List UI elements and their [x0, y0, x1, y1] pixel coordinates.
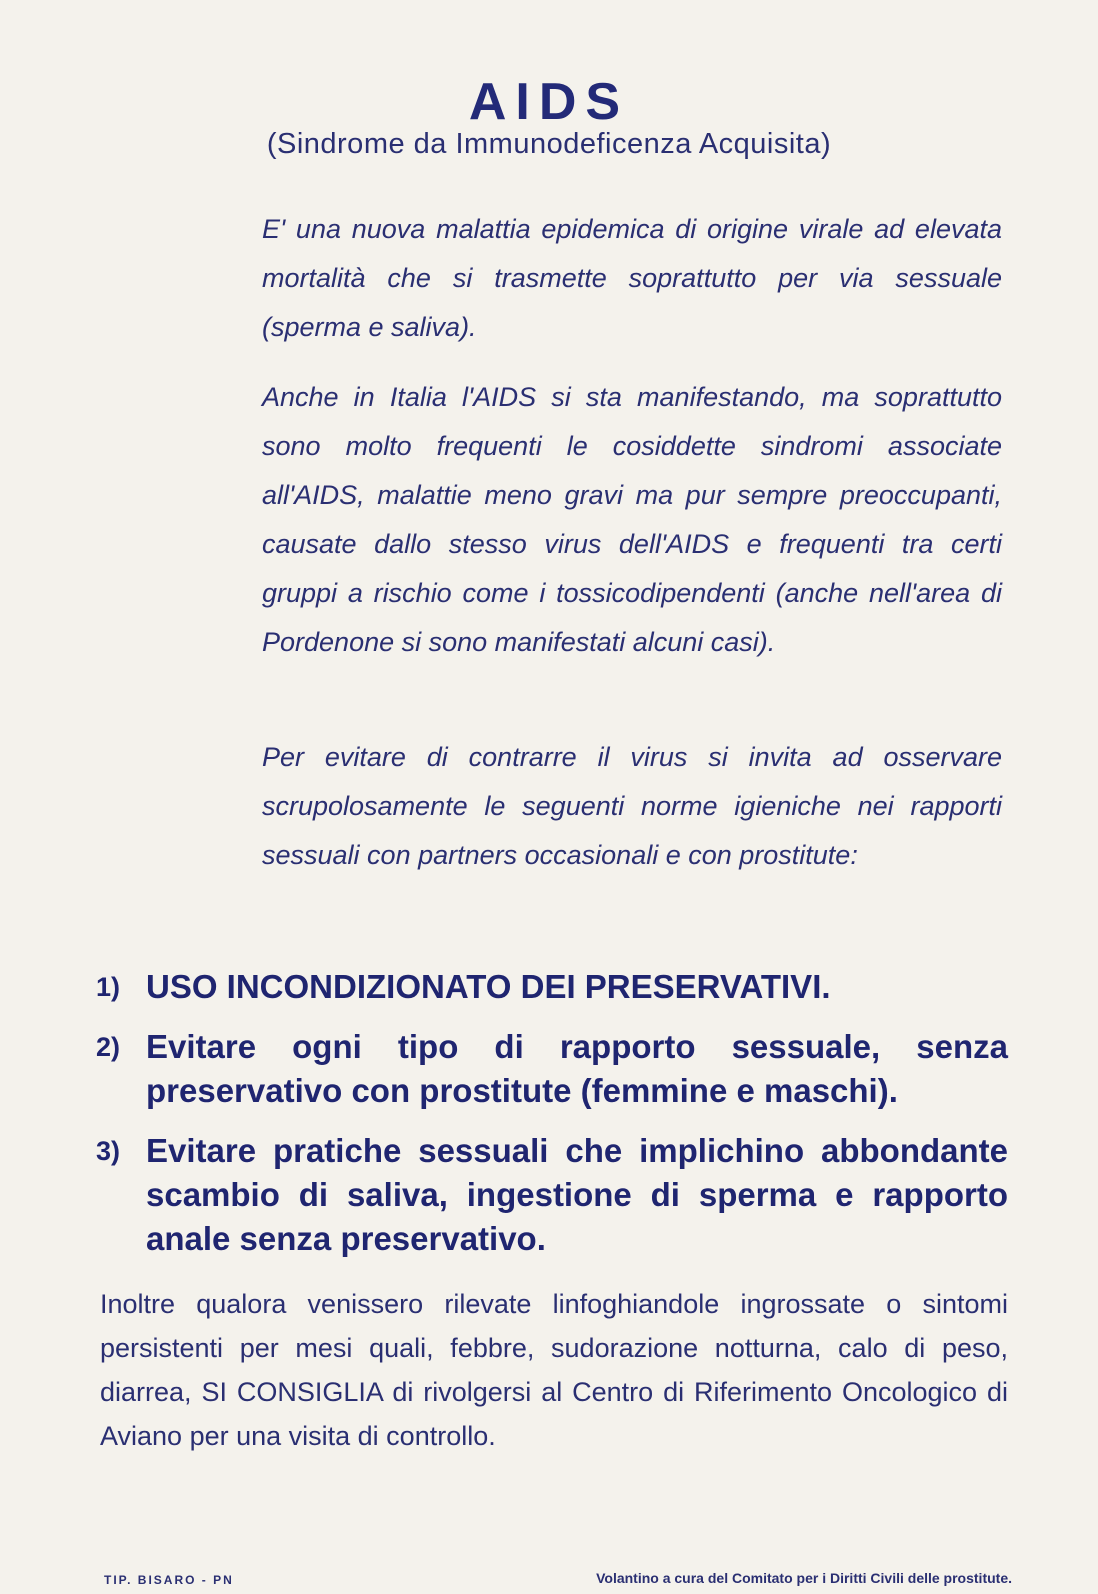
rule-text: Evitare ogni tipo di rapporto sessuale, senza preservativo con prostitute (femmine e maschi).: [146, 1028, 1008, 1109]
document-subtitle: (Sindrome da Immunodeficenza Acquisita): [266, 128, 832, 160]
publisher-credit: Volantino a cura del Comitato per i Diritti Civili delle prostitute.: [596, 1570, 1012, 1586]
hygiene-rules-list: [96, 965, 1008, 1277]
rule-item-3: [96, 1129, 1008, 1261]
rule-number: 3): [96, 1136, 121, 1166]
advice-note: Inoltre qualora venissero rilevate linfoghiandole ingrossate o sintomi persistenti per mesi quali, febbre, sudorazione notturna, calo di peso, diarrea, SI CONSIGLIA di rivolgersi al Centro di Riferimento Oncologico di Aviano per una visita di controllo.: [100, 1289, 1008, 1451]
rule-number: 1): [96, 972, 121, 1002]
rule-text: Evitare pratiche sessuali che implichino abbondante scambio di saliva, ingestione di sperma e rapporto anale senza preservativo.: [146, 1132, 1008, 1257]
rule-item-2: [96, 1025, 1008, 1113]
intro-paragraph-2: Anche in Italia l'AIDS si sta manifestando, ma soprattutto sono molto frequenti le cosiddette sindromi associate all'AIDS, malattie meno gravi ma pur sempre preoccupanti, causate dallo stesso virus dell'AIDS e frequenti tra certi gruppi a rischio come i tossicodipendenti (anche nell'area di Pordenone si sono manifestati alcuni casi).: [262, 382, 1002, 657]
rule-number: 2): [96, 1032, 121, 1062]
intro-paragraph-3: Per evitare di contrarre il virus si invita ad osservare scrupolosamente le seguenti norme igieniche nei rapporti sessuali con partners occasionali e con prostitute:: [262, 742, 1002, 870]
printer-credit: TIP. BISARO - PN: [104, 1573, 234, 1587]
intro-paragraph-1: E' una nuova malattia epidemica di origine virale ad elevata mortalità che si trasmette soprattutto per via sessuale (sperma e saliva).: [262, 214, 1002, 342]
rule-text: USO INCONDIZIONATO DEI PRESERVATIVI.: [146, 968, 831, 1005]
rule-item-1: [96, 965, 1008, 1009]
document-title: AIDS: [468, 73, 630, 131]
